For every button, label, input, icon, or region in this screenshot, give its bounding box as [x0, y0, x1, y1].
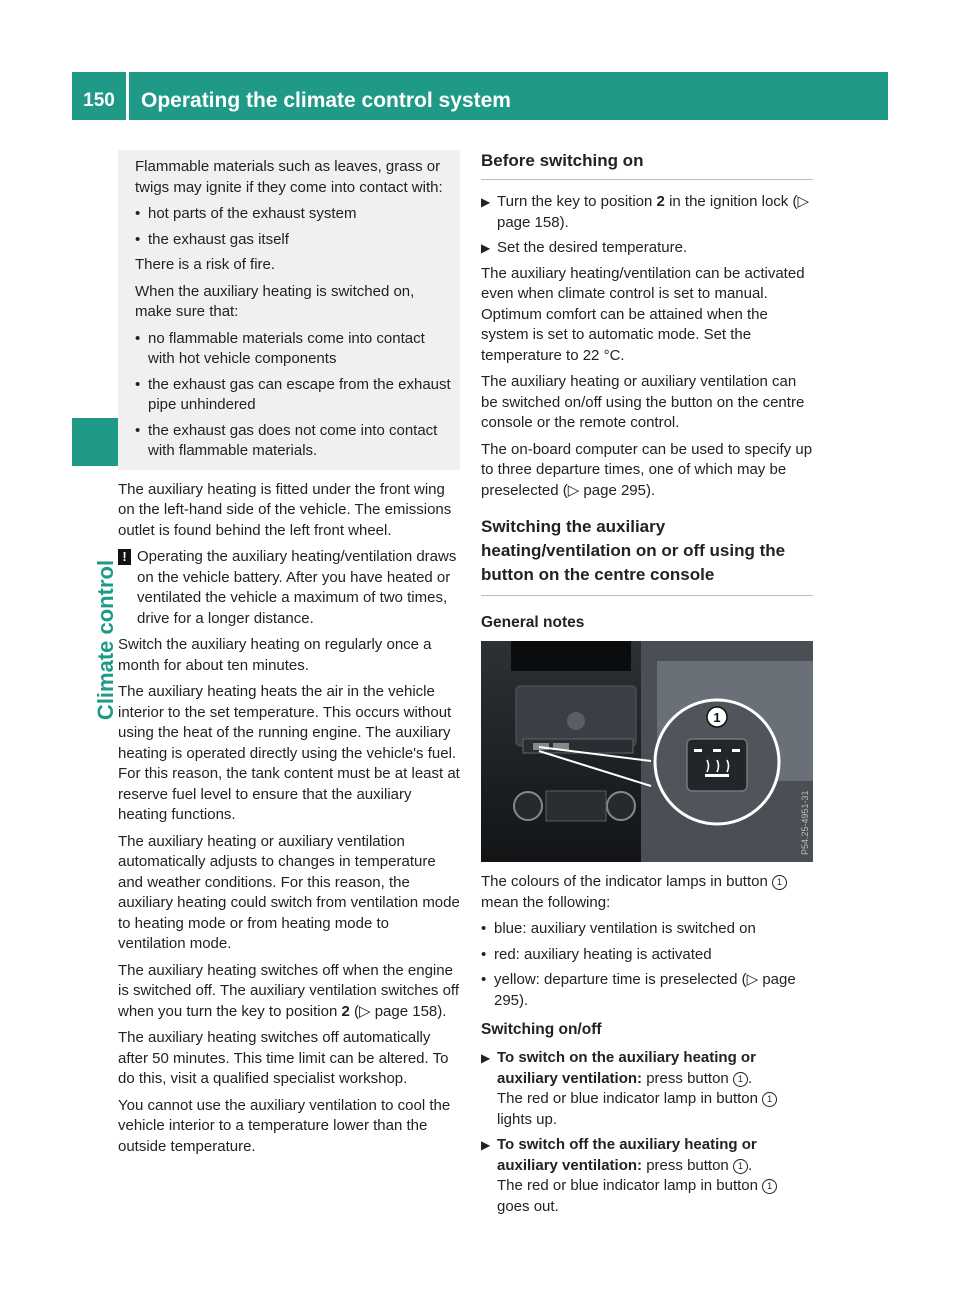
text: in the ignition lock: [669, 193, 789, 210]
list-item: • red: auxiliary heating is activated: [481, 945, 813, 966]
heading-switching: Switching the auxiliary heating/ventilation on or off using the button on the centre console: [481, 517, 786, 584]
heading-general-notes: General notes: [481, 614, 585, 631]
paragraph: Switch the auxiliary heating on regularly once a month for about ten minutes.: [118, 636, 432, 674]
text: Set the desired temperature.: [497, 239, 688, 256]
step-title: To switch off the auxiliary heating or auxiliary ventilation:: [497, 1136, 757, 1174]
paragraph: The auxiliary heating heats the air in the vehicle interior to the set temperature. This occurs without using the heat of the running engine. The auxiliary heating is operated directly using the vehicle's fuel. For this reason, the tank content must be at least at reserve fuel level to ensure that the auxiliary heating functions.: [118, 683, 460, 823]
paragraph: [481, 872, 813, 913]
list-item: • no flammable materials come into contact with hot vehicle components: [135, 329, 452, 370]
warning-text: Flammable materials such as leaves, grass or twigs may ignite if they come into contact with:: [135, 158, 443, 196]
callout-1-icon: 1: [733, 1072, 748, 1087]
figure-code: P54.25-4951-31: [800, 790, 810, 855]
list-item: • the exhaust gas does not come into contact with flammable materials.: [135, 421, 452, 462]
centre-console-photo: [481, 641, 813, 862]
key-position: 2: [656, 193, 665, 210]
step-title: To switch on the auxiliary heating or auxiliary ventilation:: [497, 1049, 756, 1087]
left-column: [118, 150, 460, 1163]
text: The red or blue indicator lamp in button: [497, 1177, 758, 1194]
instruction-step: [481, 192, 813, 233]
page-reference[interactable]: (▷ page 158).: [354, 1002, 447, 1020]
list-item: • the exhaust gas itself: [135, 230, 452, 251]
warning-list: [135, 204, 452, 250]
paragraph: The auxiliary heating or auxiliary ventilation automatically adjusts to changes in temperature and weather conditions. For this reason, the auxiliary heating could switch from ventilation mode to heating mode or from heating mode to ventilation mode.: [118, 832, 460, 952]
page-reference[interactable]: (▷ page 158).: [497, 193, 810, 231]
page-number: 150: [83, 90, 115, 111]
text: The colours of the indicator lamps in button: [481, 873, 768, 890]
warning-text: There is a risk of fire.: [135, 256, 276, 273]
text: press button: [646, 1156, 729, 1174]
warning-box: [118, 150, 460, 470]
paragraph: You cannot use the auxiliary ventilation to cool the vehicle interior to a temperature lower than the outside temperature.: [118, 1096, 451, 1155]
callout-1-icon: 1: [762, 1179, 777, 1194]
text: The auxiliary heating switches off when the engine is switched off. The auxiliary ventilation switches off when you turn the key to position: [118, 961, 460, 1020]
page-title: Operating the climate control system: [141, 89, 511, 112]
text: The red or blue indicator lamp in button: [497, 1090, 758, 1107]
list-item: • yellow: departure time is preselected (▷ page 295).: [481, 970, 813, 1011]
paragraph: The auxiliary heating/ventilation can be activated even when climate control is set to manual. Optimum comfort can be attained when the system is set to automatic mode. Set the temperature to 22 °C.: [481, 264, 805, 364]
note: [118, 547, 460, 629]
arrow-icon: ▶: [481, 1138, 491, 1152]
divider: [481, 179, 813, 180]
heading-switching-on-off: Switching on/off: [481, 1021, 602, 1038]
text: lights up.: [497, 1110, 558, 1128]
divider: [481, 595, 813, 596]
list-item: • blue: auxiliary ventilation is switched on: [481, 919, 813, 940]
chapter-label: Climate control: [93, 559, 118, 721]
note-text: Operating the auxiliary heating/ventilation draws on the vehicle battery. After you have heated or ventilated the vehicle a maximum of two times, drive for a longer distance.: [137, 548, 457, 627]
paragraph: The auxiliary heating switches off automatically after 50 minutes. This time limit can be altered. To do this, visit a qualified specialist workshop.: [118, 1029, 449, 1087]
arrow-icon: ▶: [481, 241, 491, 255]
heading-before-switching-on: Before switching on: [481, 151, 644, 170]
instruction-step: ▶ To switch off the auxiliary heating or auxiliary ventilation: press button 1 . The red or blue indicator lamp in button 1 goes out.: [481, 1135, 813, 1217]
paragraph: The auxiliary heating is fitted under the front wing on the left-hand side of the vehicle. The emissions outlet is found behind the left front wheel.: [118, 480, 452, 539]
key-position: 2: [341, 1002, 350, 1020]
arrow-icon: ▶: [481, 195, 491, 209]
list-item: • the exhaust gas can escape from the exhaust pipe unhindered: [135, 375, 452, 416]
callout-number: 1: [713, 710, 721, 725]
right-column: [481, 150, 813, 1222]
console-illustration: [481, 641, 813, 862]
warning-text: When the auxiliary heating is switched on, make sure that:: [135, 282, 415, 320]
paragraph: The on-board computer can be used to specify up to three departure times, one of which may be preselected (▷ page 295).: [481, 440, 813, 499]
list-item: • hot parts of the exhaust system: [135, 204, 452, 225]
exclamation-icon: !: [118, 549, 131, 565]
header-divider: [126, 72, 129, 120]
text: Turn the key to position: [497, 193, 653, 210]
text: press button: [646, 1069, 729, 1087]
text: goes out.: [497, 1197, 559, 1215]
instruction-step: [481, 238, 813, 259]
text: mean the following:: [481, 893, 611, 911]
paragraph: [118, 961, 460, 1023]
indicator-colour-list: [481, 919, 813, 1011]
callout-1-icon: 1: [762, 1092, 777, 1107]
warning-list: [135, 329, 452, 462]
callout-1-icon: 1: [733, 1159, 748, 1174]
callout-1-icon: 1: [772, 875, 787, 890]
arrow-icon: ▶: [481, 1051, 491, 1065]
instruction-step: ▶ To switch on the auxiliary heating or auxiliary ventilation: press button 1 . The red or blue indicator lamp in button 1 lights up.: [481, 1048, 813, 1130]
paragraph: The auxiliary heating or auxiliary ventilation can be switched on/off using the button on the centre console or the remote control.: [481, 373, 805, 431]
chapter-tab: [72, 418, 120, 466]
